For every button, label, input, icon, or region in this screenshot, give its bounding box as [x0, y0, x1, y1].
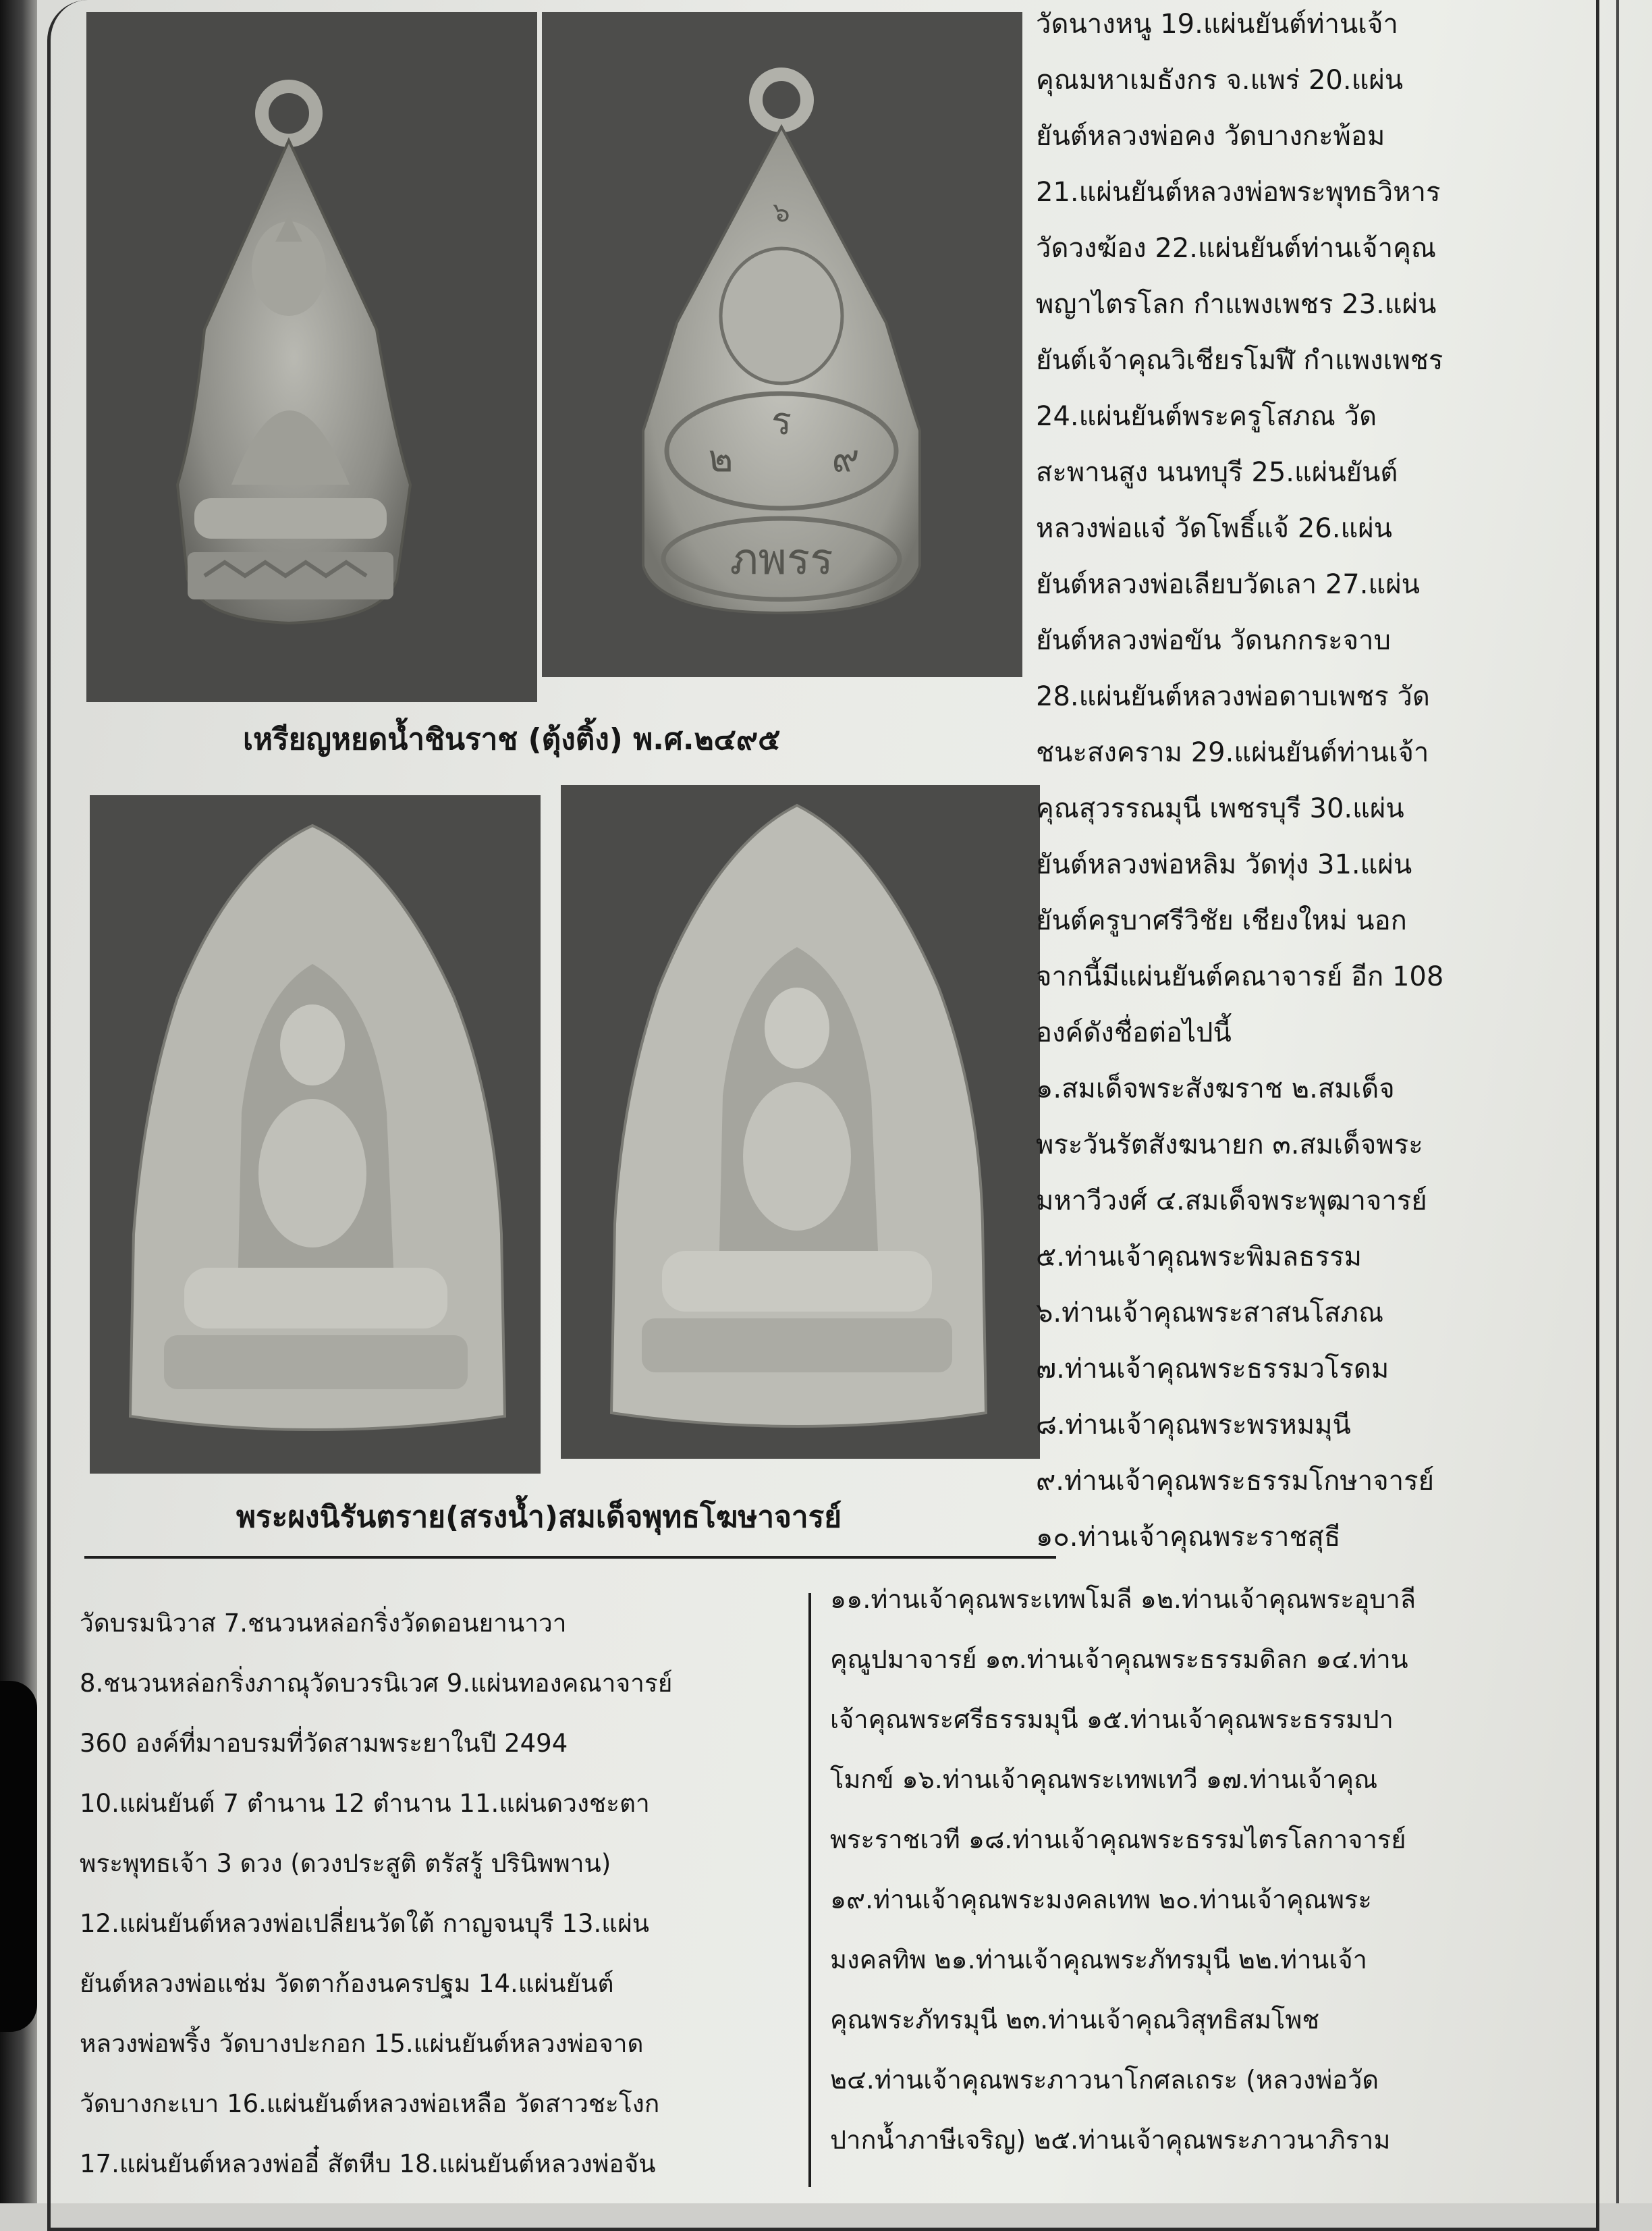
text-line: 17.แผ่นยันต์หลวงพ่ออี๋ สัตหีบ 18.แผ่นยันต์หลวงพ่อจัน: [80, 2149, 656, 2178]
amulet-right-image: [561, 785, 1040, 1459]
text-line: หลวงพ่อพริ้ง วัดบางปะกอก 15.แผ่นยันต์หลวงพ่อจาด: [80, 2029, 644, 2058]
text-line: 360 องค์ที่มาอบรมที่วัดสามพระยาในปี 2494: [80, 1729, 568, 1758]
text-line: คุณพระภัทรมุนี ๒๓.ท่านเจ้าคุณวิสุทธิสมโพช: [830, 2005, 1320, 2035]
text-line: วัดบางกะเบา 16.แผ่นยันต์หลวงพ่อเหลือ วัดสาวชะโงก: [80, 2089, 660, 2118]
page-right-border: [1616, 0, 1619, 2203]
medal-front-image: [86, 12, 537, 702]
text-line: ๑๐.ท่านเจ้าคุณพระราชสุธี: [1036, 1522, 1341, 1553]
caption-bottom: พระผงนิรันตราย(สรงน้ำ)สมเด็จพุทธโฆษาจารย์: [236, 1500, 842, 1534]
text-line: มหาวีวงศ์ ๔.สมเด็จพระพุฒาจารย์: [1036, 1185, 1427, 1216]
text-line: ชนะสงคราม 29.แผ่นยันต์ท่านเจ้า: [1036, 737, 1429, 768]
text-line: ๙.ท่านเจ้าคุณพระธรรมโกษาจารย์: [1036, 1466, 1435, 1497]
text-line: 21.แผ่นยันต์หลวงพ่อพระพุทธวิหาร: [1036, 177, 1441, 208]
text-line: วัดวงฆ้อง 22.แผ่นยันต์ท่านเจ้าคุณ: [1036, 233, 1436, 264]
medal-mark-4: ๙: [831, 437, 860, 481]
medal-mark-2: ร: [771, 400, 792, 443]
text-line: พญาไตรโลก กำแพงเพชร 23.แผ่น: [1036, 289, 1437, 320]
text-line: ยันต์หลวงพ่อคง วัดบางกะพ้อม: [1036, 121, 1385, 152]
caption-top: เหรียญหยดน้ำชินราช (ตุ้งติ้ง) พ.ศ.๒๔๙๕: [243, 722, 781, 757]
text-line: พระพุทธเจ้า 3 ดวง (ดวงประสูติ ตรัสรู้ ปรินิพพาน): [80, 1849, 611, 1878]
medal-back-image: [542, 12, 1022, 677]
amulet-photo-right: [561, 785, 1040, 1459]
text-line: หลวงพ่อแจ๋ วัดโพธิ์แจ้ 26.แผ่น: [1036, 513, 1393, 544]
text-line: วัดนางหนู 19.แผ่นยันต์ท่านเจ้า: [1036, 9, 1398, 40]
text-line: มงคลทิพ ๒๑.ท่านเจ้าคุณพระภัทรมุนี ๒๒.ท่านเจ้า: [830, 1945, 1367, 1974]
text-line: ๑.สมเด็จพระสังฆราช ๒.สมเด็จ: [1036, 1073, 1395, 1104]
text-line: ๘.ท่านเจ้าคุณพระพรหมมุนี: [1036, 1409, 1351, 1441]
medal-mark-1: ๖: [773, 197, 790, 228]
bottom-left-text-column: [80, 1593, 795, 2194]
text-line: โมกข์ ๑๖.ท่านเจ้าคุณพระเทพเทวี ๑๗.ท่านเจ้าคุณ: [830, 1765, 1378, 1794]
text-line: ปากน้ำภาษีเจริญ) ๒๕.ท่านเจ้าคุณพระภาวนาภิราม: [830, 2125, 1391, 2155]
text-line: ยันต์หลวงพ่อหลิม วัดทุ่ง 31.แผ่น: [1036, 849, 1412, 880]
text-line: ยันต์หลวงพ่อขัน วัดนกกระจาบ: [1036, 625, 1391, 656]
amulet-photo-left: [90, 795, 541, 1474]
text-line: ยันต์เจ้าคุณวิเชียรโมฬี กำแพงเพชร: [1036, 345, 1443, 376]
amulet-left-image: [90, 795, 541, 1474]
text-line: ยันต์หลวงพ่อแช่ม วัดตาก้องนครปฐม 14.แผ่นยันต์: [80, 1969, 614, 1998]
text-line: 8.ชนวนหล่อกริ่งภาณุวัดบวรนิเวศ 9.แผ่นทองคณาจารย์: [80, 1669, 673, 1698]
text-line: ๑๑.ท่านเจ้าคุณพระเทพโมลี ๑๒.ท่านเจ้าคุณพระอุบาลี: [830, 1584, 1416, 1614]
text-line: คุณสุวรรณมุนี เพชรบุรี 30.แผ่น: [1036, 793, 1404, 824]
text-line: วัดบรมนิวาส 7.ชนวนหล่อกริ่งวัดดอนยานาวา: [80, 1609, 567, 1638]
text-line: ๕.ท่านเจ้าคุณพระพิมลธรรม: [1036, 1241, 1362, 1272]
text-line: ๒๔.ท่านเจ้าคุณพระภาวนาโกศลเถระ (หลวงพ่อวัด: [830, 2065, 1379, 2095]
text-line: ยันต์ครูบาศรีวิชัย เชียงใหม่ นอก: [1036, 905, 1407, 936]
text-line: 28.แผ่นยันต์หลวงพ่อดาบเพชร วัด: [1036, 681, 1430, 712]
text-line: จากนี้มีแผ่นยันต์คณาจารย์ อีก 108: [1036, 961, 1444, 992]
text-line: ๑๙.ท่านเจ้าคุณพระมงคลเทพ ๒๐.ท่านเจ้าคุณพระ: [830, 1885, 1372, 1914]
text-line: ๗.ท่านเจ้าคุณพระธรรมวโรดม: [1036, 1353, 1389, 1385]
text-line: 10.แผ่นยันต์ 7 ตำนาน 12 ตำนาน 11.แผ่นดวงชะตา: [80, 1789, 650, 1818]
text-line: องค์ดังชื่อต่อไปนี้: [1036, 1017, 1232, 1048]
text-line: 12.แผ่นยันต์หลวงพ่อเปลี่ยนวัดใต้ กาญจนบุรี 13.แผ่น: [80, 1909, 650, 1938]
text-line: ยันต์หลวงพ่อเลียบวัดเลา 27.แผ่น: [1036, 569, 1421, 600]
dark-object: [0, 1681, 37, 2032]
section-divider: [84, 1556, 1056, 1559]
text-line: คุณมหาเมธังกร จ.แพร่ 20.แผ่น: [1036, 65, 1404, 96]
medal-mark-5: ภพรร: [729, 535, 833, 585]
medal-front-photo: [86, 12, 537, 702]
right-text-column: [1036, 0, 1535, 1565]
medal-mark-3: ๒: [708, 437, 734, 481]
text-line: พระราชเวที ๑๘.ท่านเจ้าคุณพระธรรมไตรโลกาจารย์: [830, 1825, 1406, 1854]
text-line: 24.แผ่นยันต์พระครูโสภณ วัด: [1036, 401, 1377, 432]
text-line: ๖.ท่านเจ้าคุณพระสาสนโสภณ: [1036, 1297, 1384, 1328]
bottom-right-text-column: [830, 1569, 1572, 2170]
text-line: พระวันรัตสังฆนายก ๓.สมเด็จพระ: [1036, 1129, 1423, 1160]
column-divider: [808, 1593, 811, 2187]
text-line: คุณูปมาจารย์ ๑๓.ท่านเจ้าคุณพระธรรมดิลก ๑๔.ท่าน: [830, 1644, 1408, 1674]
text-line: เจ้าคุณพระศรีธรรมมุนี ๑๕.ท่านเจ้าคุณพระธรรมปา: [830, 1704, 1394, 1734]
text-line: สะพานสูง นนทบุรี 25.แผ่นยันต์: [1036, 457, 1398, 488]
medal-back-photo: [542, 12, 1022, 677]
